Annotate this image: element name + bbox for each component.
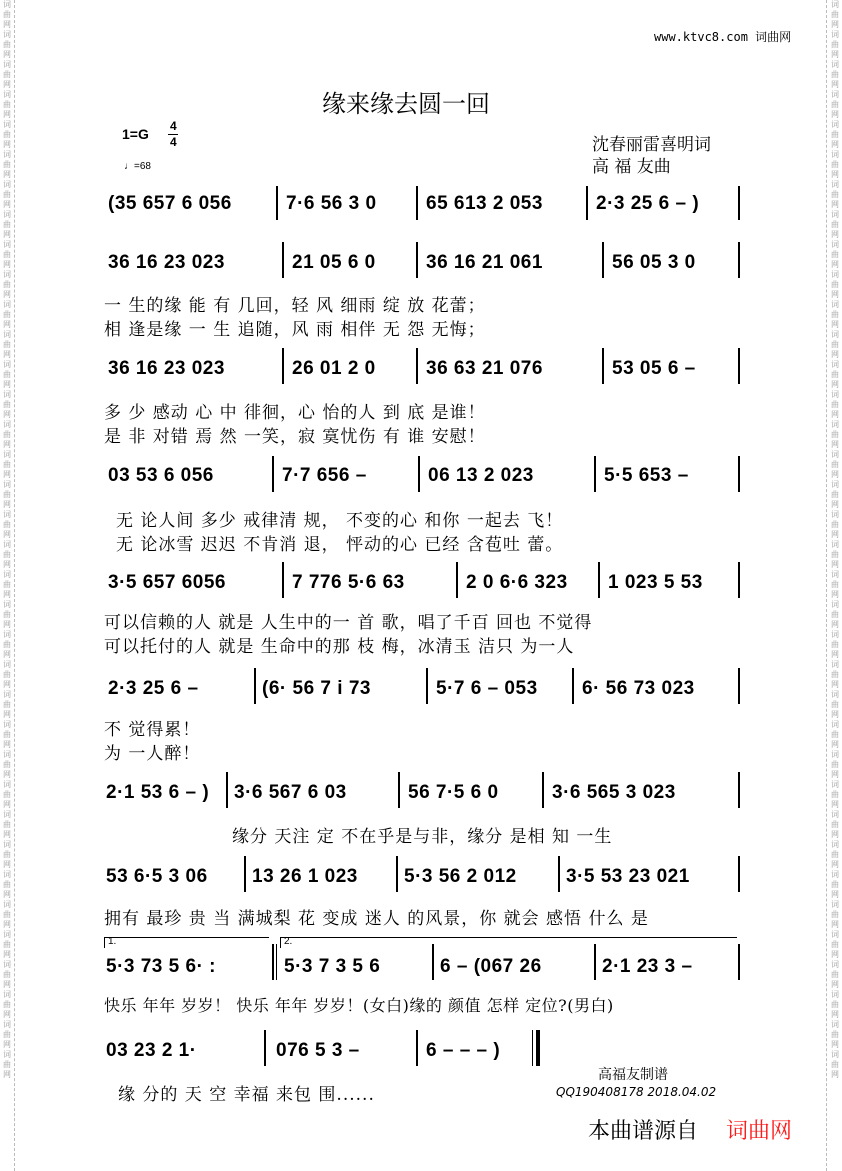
- barline: [226, 772, 228, 808]
- barline: [602, 348, 604, 384]
- lyric-verse-2: 是 非 对错 焉 然 一笑，寂 寞忧伤 有 谁 安慰！: [104, 427, 486, 447]
- barline: [272, 456, 274, 492]
- measure: 26 01 2 0: [292, 358, 376, 379]
- key-signature: 1=G: [122, 126, 149, 142]
- barline: [738, 456, 740, 492]
- time-signature-bottom: 4: [170, 135, 177, 149]
- barline: [272, 944, 274, 980]
- barline: [602, 242, 604, 278]
- barline: [594, 944, 596, 980]
- barline: [738, 242, 740, 278]
- measure: 5·3 56 2 012: [404, 866, 517, 887]
- lyric-verse-1: 快乐 年年 岁岁！ 快乐 年年 岁岁！(女白)缘的 颜值 怎样 定位?(男白): [104, 996, 614, 1015]
- measure: 5·5 653 –: [604, 465, 689, 486]
- measure: 2·1 23 3 –: [602, 956, 693, 977]
- measure: 21 05 6 0: [292, 252, 376, 273]
- volta-label-1: 1.: [108, 936, 117, 947]
- right-watermark-strip: 词 曲 网 词 曲 网 词 曲 网 词 曲 网 词 曲 网 词 曲 网 词 曲 网 词 曲 网 词 曲 网 词 曲 网 词 曲 网 词 曲 网 词 曲 网 词 曲 网 词 曲 网 词 曲 网 词 曲 网 词 曲 网 词 曲 网 词 曲 网 词 曲 网 词 曲 网 词 曲 网 词 曲 网 词 曲 网 词 曲 网 词 曲 网 词 曲 网 词 曲 网 词 曲 网 词 曲 网 词 曲 网 词 曲 网 词 曲 网 词 曲 网 词 曲 网: [831, 0, 839, 1079]
- measure: 5·3 73 5 6· :: [106, 956, 216, 977]
- barline: [416, 1030, 418, 1066]
- song-title: 缘来缘去圆一回: [322, 90, 490, 118]
- measure: 13 26 1 023: [252, 866, 358, 887]
- measure: (6· 56 7 i 73: [262, 678, 371, 699]
- measure: 53 05 6 –: [612, 358, 696, 379]
- barline: [456, 562, 458, 598]
- barline: [396, 856, 398, 892]
- volta-bracket-2: [280, 937, 737, 948]
- lyric-verse-1: 缘分 天注 定 不在乎是与非，缘分 是相 知 一生: [232, 827, 613, 847]
- composer-credit: 高 福 友曲: [592, 157, 671, 177]
- time-signature-top: 4: [170, 119, 177, 133]
- measure: 1 023 5 53: [608, 572, 703, 593]
- measure: 076 5 3 –: [276, 1040, 360, 1061]
- barline: [738, 856, 740, 892]
- repeat-barline: [276, 944, 277, 980]
- barline: [432, 944, 434, 980]
- measure: 3·6 565 3 023: [552, 782, 676, 803]
- barline: [594, 456, 596, 492]
- left-border-line: [14, 0, 15, 1171]
- lyric-verse-1: 缘 分的 天 空 幸福 来包 围......: [118, 1085, 375, 1105]
- lyric-verse-2: 无 论冰雪 迟迟 不肯消 退， 怦动的心 已经 含苞吐 蕾。: [116, 535, 564, 555]
- barline: [738, 186, 740, 220]
- site-header[interactable]: www.ktvc8.com 词曲网: [654, 30, 792, 44]
- tempo-marking: ♩=68: [124, 161, 151, 172]
- right-border-line: [826, 0, 827, 1171]
- barline: [738, 944, 740, 980]
- measure: 36 16 23 023: [108, 252, 225, 273]
- barline: [738, 772, 740, 808]
- measure: 7·7 656 –: [282, 465, 367, 486]
- arranger-credit: 高福友制谱: [598, 1067, 668, 1083]
- barline: [416, 242, 418, 278]
- measure: 03 23 2 1·: [106, 1040, 197, 1061]
- volta-bracket-1: [104, 937, 269, 948]
- barline: [542, 772, 544, 808]
- measure: 2·3 25 6 – ): [596, 193, 700, 214]
- measure: 36 16 21 061: [426, 252, 543, 273]
- measure: 5·7 6 – 053: [436, 678, 538, 699]
- barline: [558, 856, 560, 892]
- source-site-link[interactable]: 词曲网: [726, 1119, 793, 1144]
- measure: 7 776 5·6 63: [292, 572, 405, 593]
- barline: [418, 456, 420, 492]
- contact-date: QQ190408178 2018.04.02: [556, 1085, 717, 1099]
- barline: [426, 668, 428, 704]
- measure: 56 05 3 0: [612, 252, 696, 273]
- barline: [598, 562, 600, 598]
- lyric-verse-1: 可以信赖的人 就是 人生中的一 首 歌，唱了千百 回也 不觉得: [104, 613, 593, 633]
- barline: [416, 348, 418, 384]
- left-watermark-strip: 词 曲 网 词 曲 网 词 曲 网 词 曲 网 词 曲 网 词 曲 网 词 曲 网 词 曲 网 词 曲 网 词 曲 网 词 曲 网 词 曲 网 词 曲 网 词 曲 网 词 曲 网 词 曲 网 词 曲 网 词 曲 网 词 曲 网 词 曲 网 词 曲 网 词 曲 网 词 曲 网 词 曲 网 词 曲 网 词 曲 网 词 曲 网 词 曲 网 词 曲 网 词 曲 网 词 曲 网 词 曲 网 词 曲 网 词 曲 网 词 曲 网 词 曲 网: [3, 0, 11, 1079]
- barline: [738, 562, 740, 598]
- measure: 56 7·5 6 0: [408, 782, 499, 803]
- lyric-verse-1: 一 生的缘 能 有 几回，轻 风 细雨 绽 放 花蕾；: [104, 296, 486, 316]
- measure: 5·3 7 3 5 6: [284, 956, 381, 977]
- measure: (35 657 6 056: [108, 193, 232, 214]
- barline: [282, 562, 284, 598]
- barline: [416, 186, 418, 220]
- measure: 3·6 567 6 03: [234, 782, 347, 803]
- barline: [282, 348, 284, 384]
- measure: 6· 56 73 023: [582, 678, 695, 699]
- barline: [254, 668, 256, 704]
- lyric-verse-2: 为 一人醉！: [104, 744, 201, 764]
- lyric-verse-1: 不 觉得累！: [104, 720, 201, 740]
- lyricist-credit: 沈春丽雷喜明词: [592, 135, 711, 155]
- final-barline-thick: [536, 1030, 540, 1066]
- measure: 2·3 25 6 –: [108, 678, 199, 699]
- volta-label-2: 2.: [284, 936, 293, 947]
- barline: [738, 668, 740, 704]
- measure: 36 16 23 023: [108, 358, 225, 379]
- barline: [244, 856, 246, 892]
- lyric-verse-1: 多 少 感动 心 中 徘徊，心 怡的人 到 底 是谁！: [104, 403, 486, 423]
- barline: [398, 772, 400, 808]
- final-barline-thin: [532, 1030, 533, 1066]
- lyric-verse-1: 无 论人间 多少 戒律清 规， 不变的心 和你 一起去 飞！: [116, 511, 564, 531]
- measure: 2·1 53 6 – ): [106, 782, 210, 803]
- barline: [276, 186, 278, 220]
- barline: [572, 668, 574, 704]
- barline: [586, 186, 588, 220]
- measure: 53 6·5 3 06: [106, 866, 208, 887]
- measure: 6 – – – ): [426, 1040, 501, 1061]
- measure: 36 63 21 076: [426, 358, 543, 379]
- measure: 7·6 56 3 0: [286, 193, 377, 214]
- barline: [282, 242, 284, 278]
- measure: 65 613 2 053: [426, 193, 543, 214]
- measure: 06 13 2 023: [428, 465, 534, 486]
- lyric-verse-2: 可以托付的人 就是 生命中的那 枝 梅，冰清玉 洁只 为一人: [104, 637, 575, 657]
- source-label: 本曲谱源自: [588, 1119, 699, 1144]
- lyric-verse-1: 拥有 最珍 贵 当 满城梨 花 变成 迷人 的风景，你 就会 感悟 什么 是: [104, 909, 649, 929]
- lyric-verse-2: 相 逢是缘 一 生 追随，风 雨 相伴 无 怨 无悔；: [104, 320, 486, 340]
- barline: [264, 1030, 266, 1066]
- barline: [738, 348, 740, 384]
- measure: 2 0 6·6 323: [466, 572, 568, 593]
- measure: 03 53 6 056: [108, 465, 214, 486]
- measure: 3·5 53 23 021: [566, 866, 690, 887]
- measure: 3·5 657 6056: [108, 572, 226, 593]
- measure: 6 – (067 26: [440, 956, 542, 977]
